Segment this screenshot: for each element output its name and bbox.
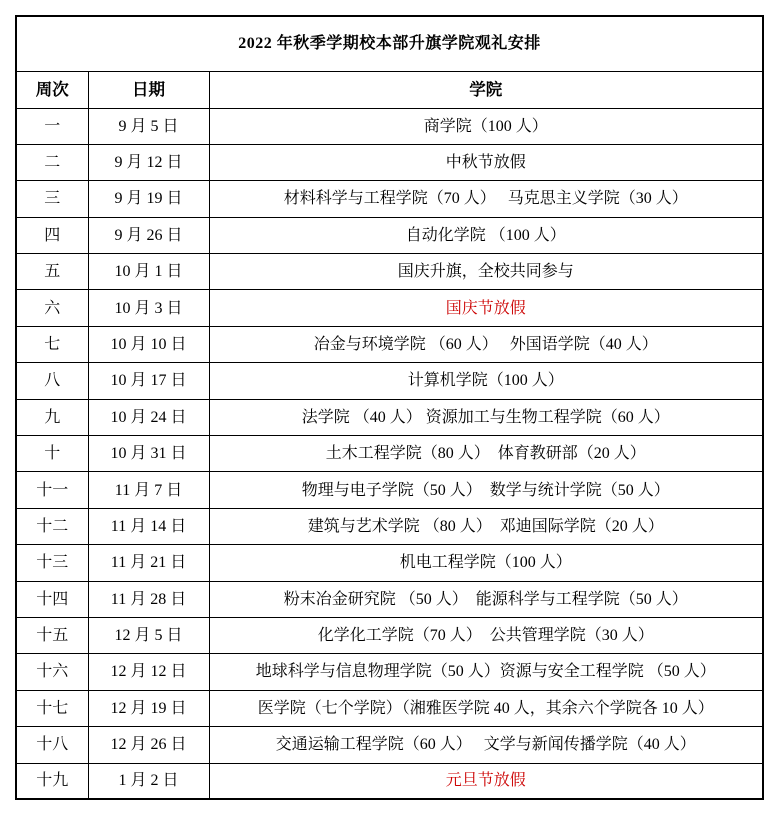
college-cell: 冶金与环境学院 （60 人） 外国语学院（40 人） xyxy=(209,326,763,362)
table-title: 2022 年秋季学期校本部升旗学院观礼安排 xyxy=(16,16,763,71)
table-row xyxy=(16,399,763,435)
date-cell: 1 月 2 日 xyxy=(88,763,209,799)
date-cell: 10 月 31 日 xyxy=(88,436,209,472)
college-cell: 国庆升旗，全校共同参与 xyxy=(209,254,763,290)
table-row xyxy=(16,690,763,726)
week-cell: 五 xyxy=(16,254,88,290)
college-cell: 交通运输工程学院（60 人） 文学与新闻传播学院（40 人） xyxy=(209,727,763,763)
week-cell: 十五 xyxy=(16,617,88,653)
college-cell: 自动化学院 （100 人） xyxy=(209,217,763,253)
date-cell: 12 月 5 日 xyxy=(88,617,209,653)
week-cell: 二 xyxy=(16,144,88,180)
college-cell: 土木工程学院（80 人） 体育教研部（20 人） xyxy=(209,436,763,472)
date-cell: 10 月 17 日 xyxy=(88,363,209,399)
week-cell: 十七 xyxy=(16,690,88,726)
table-row xyxy=(16,254,763,290)
week-cell: 六 xyxy=(16,290,88,326)
date-cell: 11 月 7 日 xyxy=(88,472,209,508)
week-cell: 十六 xyxy=(16,654,88,690)
week-cell: 七 xyxy=(16,326,88,362)
college-cell: 粉末冶金研究院 （50 人） 能源科学与工程学院（50 人） xyxy=(209,581,763,617)
college-cell: 国庆节放假 xyxy=(209,290,763,326)
college-cell: 化学化工学院（70 人） 公共管理学院（30 人） xyxy=(209,617,763,653)
table-row xyxy=(16,763,763,799)
flag-raising-schedule-table xyxy=(15,15,764,800)
table-row xyxy=(16,326,763,362)
date-cell: 10 月 3 日 xyxy=(88,290,209,326)
college-cell: 商学院（100 人） xyxy=(209,108,763,144)
date-cell: 9 月 19 日 xyxy=(88,181,209,217)
college-cell: 医学院（七个学院）（湘雅医学院 40 人，其余六个学院各 10 人） xyxy=(209,690,763,726)
week-cell: 十 xyxy=(16,436,88,472)
week-cell: 十二 xyxy=(16,508,88,544)
table-row xyxy=(16,617,763,653)
college-cell: 机电工程学院（100 人） xyxy=(209,545,763,581)
date-cell: 11 月 21 日 xyxy=(88,545,209,581)
week-cell: 十四 xyxy=(16,581,88,617)
week-cell: 十九 xyxy=(16,763,88,799)
college-cell: 建筑与艺术学院 （80 人） 邓迪国际学院（20 人） xyxy=(209,508,763,544)
date-cell: 12 月 19 日 xyxy=(88,690,209,726)
date-cell: 9 月 26 日 xyxy=(88,217,209,253)
college-cell: 法学院 （40 人） 资源加工与生物工程学院（60 人） xyxy=(209,399,763,435)
date-cell: 11 月 14 日 xyxy=(88,508,209,544)
table-row xyxy=(16,181,763,217)
table-row xyxy=(16,363,763,399)
week-cell: 一 xyxy=(16,108,88,144)
table-row xyxy=(16,290,763,326)
column-header-date: 日期 xyxy=(88,71,209,108)
table-row xyxy=(16,472,763,508)
week-cell: 九 xyxy=(16,399,88,435)
week-cell: 四 xyxy=(16,217,88,253)
date-cell: 9 月 12 日 xyxy=(88,144,209,180)
week-cell: 十三 xyxy=(16,545,88,581)
date-cell: 12 月 26 日 xyxy=(88,727,209,763)
date-cell: 10 月 10 日 xyxy=(88,326,209,362)
date-cell: 9 月 5 日 xyxy=(88,108,209,144)
week-cell: 三 xyxy=(16,181,88,217)
table-row xyxy=(16,508,763,544)
college-cell: 计算机学院（100 人） xyxy=(209,363,763,399)
table-row xyxy=(16,727,763,763)
table-row xyxy=(16,654,763,690)
college-cell: 元旦节放假 xyxy=(209,763,763,799)
table-row xyxy=(16,144,763,180)
table-body xyxy=(16,108,763,799)
table-row xyxy=(16,436,763,472)
title-row xyxy=(16,16,763,71)
college-cell: 地球科学与信息物理学院（50 人）资源与安全工程学院 （50 人） xyxy=(209,654,763,690)
college-cell: 物理与电子学院（50 人） 数学与统计学院（50 人） xyxy=(209,472,763,508)
table-row xyxy=(16,581,763,617)
table-row xyxy=(16,217,763,253)
table-row xyxy=(16,108,763,144)
column-header-college: 学院 xyxy=(209,71,763,108)
date-cell: 12 月 12 日 xyxy=(88,654,209,690)
column-header-week: 周次 xyxy=(16,71,88,108)
date-cell: 10 月 1 日 xyxy=(88,254,209,290)
week-cell: 十八 xyxy=(16,727,88,763)
table-row xyxy=(16,545,763,581)
college-cell: 中秋节放假 xyxy=(209,144,763,180)
college-cell: 材料科学与工程学院（70 人） 马克思主义学院（30 人） xyxy=(209,181,763,217)
week-cell: 十一 xyxy=(16,472,88,508)
header-row xyxy=(16,71,763,108)
week-cell: 八 xyxy=(16,363,88,399)
date-cell: 11 月 28 日 xyxy=(88,581,209,617)
date-cell: 10 月 24 日 xyxy=(88,399,209,435)
